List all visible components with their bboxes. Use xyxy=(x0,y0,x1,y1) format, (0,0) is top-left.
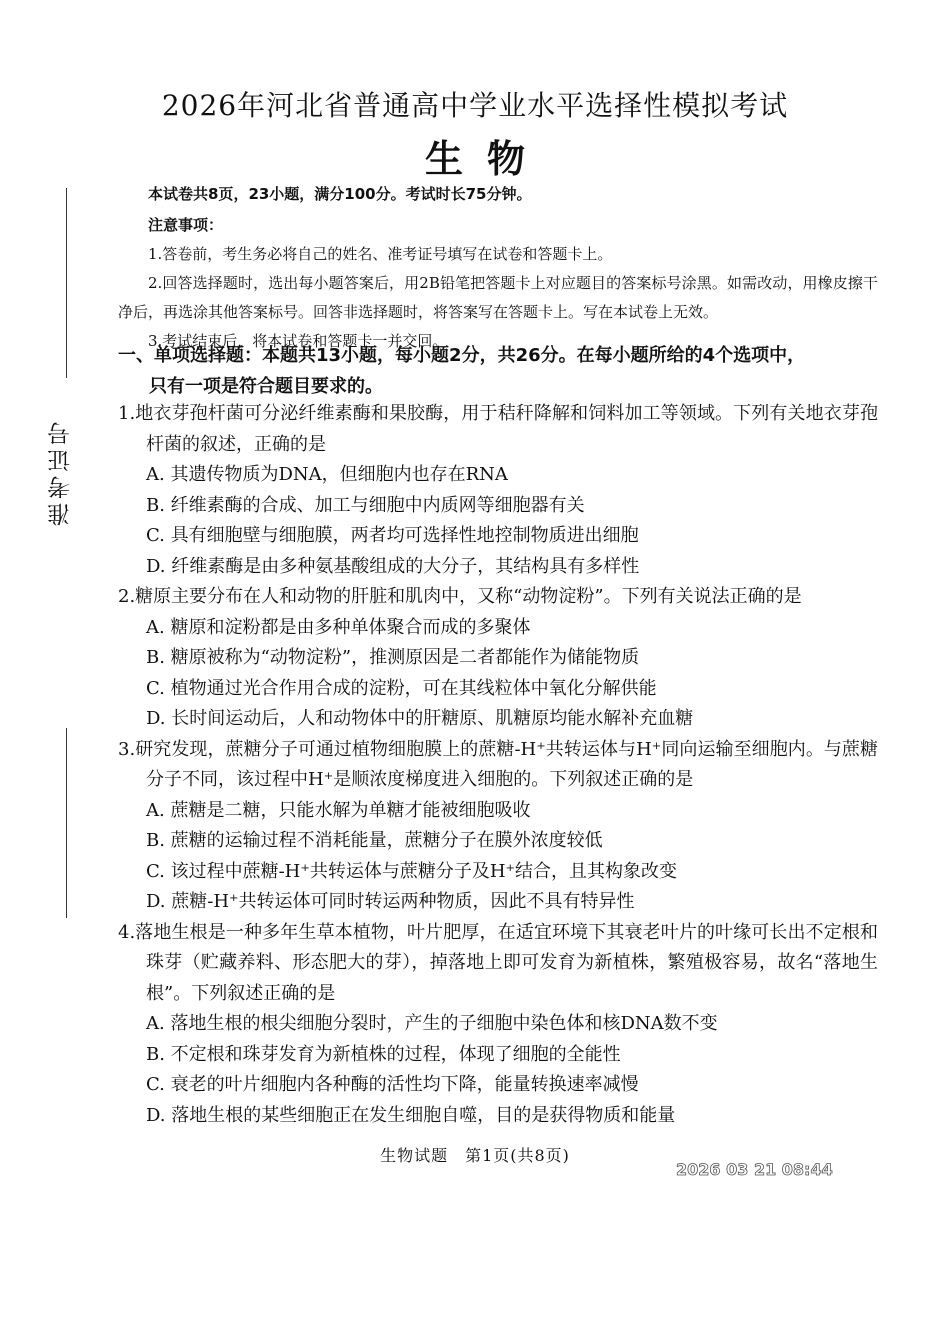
scan-timestamp: 2026 03 21 08:44 xyxy=(676,1160,833,1179)
exam-title: 2026年河北省普通高中学业水平选择性模拟考试 xyxy=(161,89,789,122)
option-d: D. 长时间运动后，人和动物体中的肝糖原、肌糖原均能水解补充血糖 xyxy=(146,708,694,729)
question-1 xyxy=(118,399,878,582)
question-2 xyxy=(118,582,878,735)
option-b: B. 不定根和珠芽发育为新植株的过程，体现了细胞的全能性 xyxy=(146,1043,621,1065)
question-4 xyxy=(118,918,878,1132)
binding-line-bottom xyxy=(66,728,67,918)
option-d: D. 纤维素酶是由多种氨基酸组成的大分子，其结构具有多样性 xyxy=(146,555,640,577)
option-d: D. 落地生根的某些细胞正在发生细胞自噬，目的是获得物质和能量 xyxy=(146,1104,676,1126)
section-heading xyxy=(118,340,878,402)
section-heading-line1: 一、单项选择题：本题共13小题，每小题2分，共26分。在每小题所给的4个选项中， xyxy=(118,345,806,366)
notes-block xyxy=(118,211,878,356)
option-a: A. 蔗糖是二糖，只能水解为单糖才能被细胞吸收 xyxy=(146,799,531,821)
admission-number-label: 准考证号 xyxy=(48,418,74,526)
page-footer: 生物试题 第1页(共8页) xyxy=(380,1146,570,1165)
exam-summary: 本试卷共8页，23小题，满分100分。考试时长75分钟。 xyxy=(148,185,532,203)
option-c: C. 具有细胞壁与细胞膜，两者均可选择性地控制物质进出细胞 xyxy=(146,525,639,546)
question-stem: 3.研究发现，蔗糖分子可通过植物细胞膜上的蔗糖-H⁺共转运体与H⁺同向运输至细胞内。与蔗糖分子不同，该过程中H⁺是顺浓度梯度进入细胞的。下列叙述正确的是 xyxy=(118,738,878,790)
option-a: A. 糖原和淀粉都是由多种单体聚合而成的多聚体 xyxy=(146,616,531,638)
question-stem: 2.糖原主要分布在人和动物的肝脏和肌肉中，又称“动物淀粉”。下列有关说法正确的是 xyxy=(118,586,802,607)
subject-title: 生物 xyxy=(424,137,549,181)
option-c: C. 该过程中蔗糖-H⁺共转运体与蔗糖分子及H⁺结合，且其构象改变 xyxy=(146,860,678,882)
notes-heading: 注意事项： xyxy=(148,216,224,234)
note-item: 3.考试结束后，将本试卷和答题卡一并交回。 xyxy=(148,332,448,350)
section-heading-line2: 只有一项是符合题目要求的。 xyxy=(149,376,383,397)
question-stem: 4.落地生根是一种多年生草本植物，叶片肥厚，在适宜环境下其衰老叶片的叶缘可长出不定根和珠芽（贮藏养料、形态肥大的芽），掉落地上即可发育为新植株，繁殖极容易，故名“落地生根”。下列叙述正确的是 xyxy=(118,921,878,1004)
option-a: A. 其遗传物质为DNA，但细胞内也存在RNA xyxy=(146,464,508,485)
binding-margin xyxy=(66,188,67,920)
note-item: 1.答卷前，考生务必将自己的姓名、准考证号填写在试卷和答题卡上。 xyxy=(148,245,613,263)
option-c: C. 植物通过光合作用合成的淀粉，可在其线粒体中氧化分解供能 xyxy=(146,677,657,699)
question-3 xyxy=(118,735,878,918)
binding-line-top xyxy=(66,188,67,378)
question-list xyxy=(118,399,878,1131)
option-b: B. 糖原被称为“动物淀粉”，推测原因是二者都能作为储能物质 xyxy=(146,647,640,668)
option-b: B. 蔗糖的运输过程不消耗能量，蔗糖分子在膜外浓度较低 xyxy=(146,830,603,851)
note-item: 2.回答选择题时，选出每小题答案后，用2B铅笔把答题卡上对应题目的答案标号涂黑。如需改动，用橡皮擦干净后，再选涂其他答案标号。回答非选择题时，将答案写在答题卡上。写在本试卷上无效。 xyxy=(118,274,878,321)
question-stem: 1.地衣芽孢杆菌可分泌纤维素酶和果胶酶，用于秸秆降解和饲料加工等领域。下列有关地衣芽孢杆菌的叙述，正确的是 xyxy=(118,403,878,455)
option-a: A. 落地生根的根尖细胞分裂时，产生的子细胞中染色体和核DNA数不变 xyxy=(146,1013,718,1034)
option-c: C. 衰老的叶片细胞内各种酶的活性均下降，能量转换速率减慢 xyxy=(146,1074,639,1095)
option-b: B. 纤维素酶的合成、加工与细胞中内质网等细胞器有关 xyxy=(146,494,585,516)
option-d: D. 蔗糖-H⁺共转运体可同时转运两种物质，因此不具有特异性 xyxy=(146,891,635,912)
